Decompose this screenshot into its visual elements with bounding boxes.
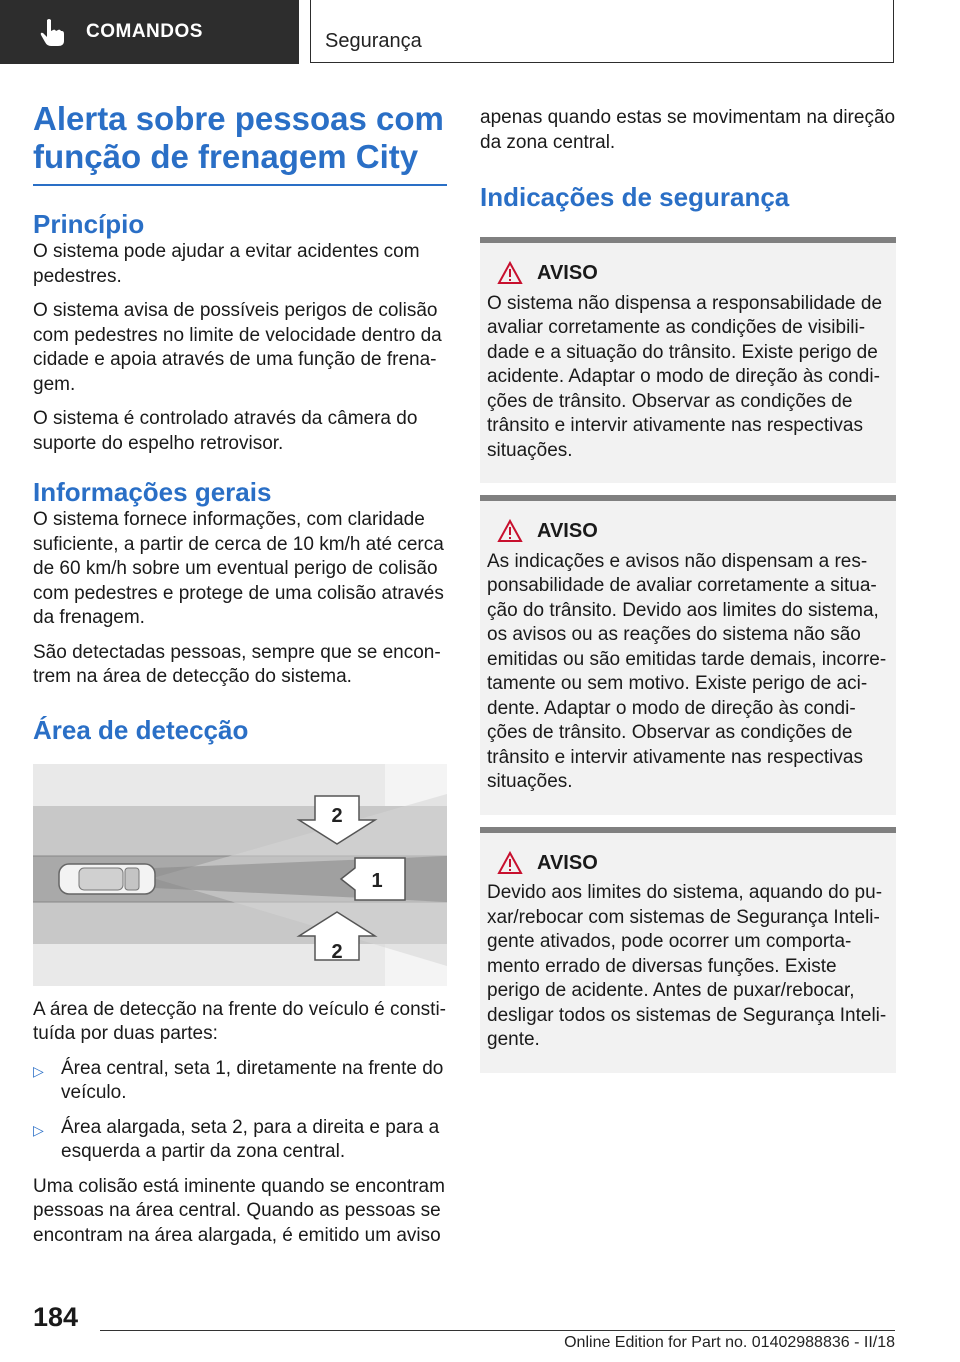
triangle-bullet-icon: ▷ xyxy=(33,1121,44,1138)
warning-triangle-icon xyxy=(497,261,523,285)
triangle-bullet-icon: ▷ xyxy=(33,1062,44,1079)
principle-paragraph-3: O sistema é controlado através da câmera do suporte do espelho retrovisor. xyxy=(33,408,418,454)
arrow-bottom-label: 2 xyxy=(331,940,343,963)
warning-text: O sistema não dispensa a responsabilidade de avaliar corretamente as condições de visibilidade e a situação do trânsito. Existe perigo de acidente. Adaptar o modo de direção às condições de trânsito. Observar as condições de trânsito e intervir ativamente nas respectivas situações. xyxy=(487,292,883,461)
general-paragraph-2: São detectadas pessoas, sempre que se encontrem na área de detecção do sistema. xyxy=(33,641,441,687)
warning-triangle-icon xyxy=(497,519,523,543)
left-column xyxy=(33,100,447,1248)
principle-heading: Princípio xyxy=(33,209,145,239)
warning-text: Devido aos limites do sistema, aquando do puxar/rebocar com sistemas de Segurança Inteligente ativados, pode ocorrer um comportamento errado de diversas funções. Existe perigo de acidente. Antes de puxar/rebocar, desligar todos os sistemas de Segurança Inteligente. xyxy=(487,882,887,1050)
detection-heading: Área de detecção xyxy=(33,714,249,745)
bullet-text: Área alargada, seta 2, para a direita e para a esquerda a partir da zona central. xyxy=(61,1116,440,1162)
edition-text: Online Edition for Part no. 01402988836 - II/18 xyxy=(564,1334,895,1351)
list-item xyxy=(33,1057,447,1106)
right-column xyxy=(480,106,896,1073)
header-section xyxy=(310,0,894,63)
car-icon xyxy=(59,864,155,894)
detection-paragraph-1: A área de detecção na frente do veículo é constituída por duas partes: xyxy=(33,998,446,1044)
page-number: 184 xyxy=(33,1302,79,1332)
header-tab[interactable] xyxy=(0,0,299,64)
section-label: Segurança xyxy=(325,30,422,52)
page-title: Alerta sobre pessoas com função de frenagem City xyxy=(33,100,447,186)
detection-paragraph-2: Uma colisão está iminente quando se encontram pessoas na área central. Quando as pessoas se encontram na área alargada, é emitido um aviso xyxy=(33,1175,445,1246)
general-paragraph-1: O sistema fornece informações, com claridade suficiente, a partir de cerca de 10 km/h até cerca de 60 km/h sobre um eventual perigo de colisão com pedestres e protege de uma colisão através da frenagem. xyxy=(33,509,444,628)
warning-box xyxy=(480,827,896,1073)
warning-triangle-icon xyxy=(497,851,523,875)
detection-area-illustration xyxy=(33,764,447,986)
warning-text: As indicações e avisos não dispensam a responsabilidade de avaliar corretamente a situação do trânsito. Devido aos limites do sistema, os avisos ou as reações do sistema não são emitidas ou são emitidas tarde demais, incorretamente ou sem motivo. Existe perigo de acidente. Adaptar o modo de direção às condições de trânsito. Observar as condições de trânsito e intervir ativamente nas respectivas situações. xyxy=(487,550,887,792)
continuation-paragraph: apenas quando estas se movimentam na direção da zona central. xyxy=(480,107,896,153)
footer-divider xyxy=(100,1330,895,1331)
arrow-top-label: 2 xyxy=(331,804,343,827)
principle-paragraph-2: O sistema avisa de possíveis perigos de colisão com pedestres no limite de velocidade dentro da cidade e apoia através de uma função de frenagem. xyxy=(33,300,442,395)
warning-box xyxy=(480,495,896,815)
list-item xyxy=(33,1116,447,1165)
bullet-text: Área central, seta 1, diretamente na frente do veículo. xyxy=(61,1057,444,1103)
warning-box xyxy=(480,237,896,483)
arrow-mid-label: 1 xyxy=(371,869,383,892)
safety-heading: Indicações de segurança xyxy=(480,182,790,212)
hand-pointer-icon xyxy=(38,14,74,50)
header-tab-label: COMANDOS xyxy=(86,21,203,42)
principle-paragraph-1: O sistema pode ajudar a evitar acidentes com pedestres. xyxy=(33,241,420,287)
warning-label: AVISO xyxy=(537,262,598,284)
warning-label: AVISO xyxy=(537,520,598,542)
general-heading: Informações gerais xyxy=(33,477,272,507)
warning-label: AVISO xyxy=(537,851,598,874)
